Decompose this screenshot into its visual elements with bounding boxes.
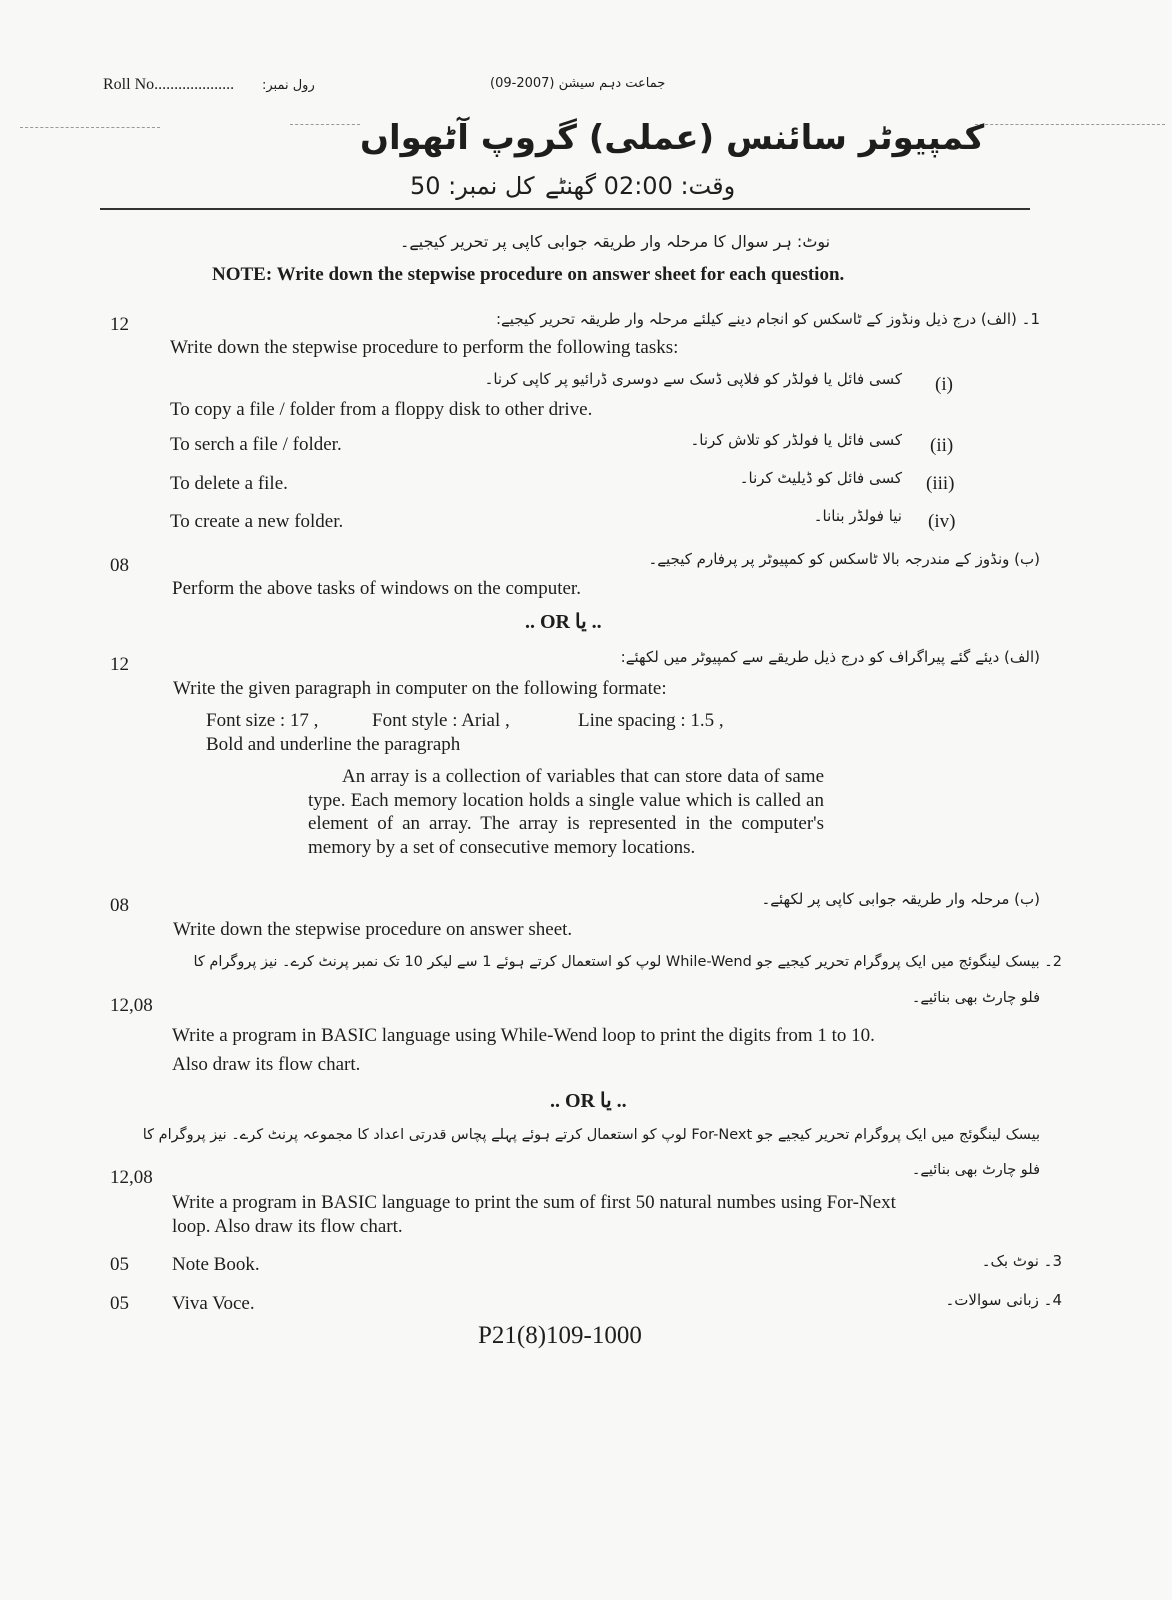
format-bold-underline: Bold and underline the paragraph [206, 734, 461, 755]
task-english: To serch a file / folder. [170, 434, 342, 455]
task-urdu: نیا فولڈر بنانا۔ [813, 507, 902, 525]
divider [975, 124, 1165, 125]
header-rule [100, 208, 1030, 210]
question-english: Write the given paragraph in computer on the following formate: [173, 678, 667, 699]
format-font-size: Font size : 17 , [206, 710, 319, 731]
question-english: Perform the above tasks of windows on the computer. [172, 578, 581, 599]
task-number: (ii) [930, 435, 954, 456]
marks: 05 [110, 1293, 129, 1314]
question-english: Viva Voce. [172, 1293, 255, 1314]
question-english: loop. Also draw its flow chart. [172, 1216, 403, 1237]
question-urdu: (الف) دیئے گئے پیراگراف کو درج ذیل طریقے سے کمپیوٹر میں لکھئے: [620, 648, 1040, 666]
note-english: NOTE: Write down the stepwise procedure on answer sheet for each question. [212, 264, 845, 285]
task-urdu: کسی فائل یا فولڈر کو فلاپی ڈسک سے دوسری ڈرائیو پر کاپی کرنا۔ [484, 370, 902, 388]
time-allowed: وقت: 02:00 گھنٹے [545, 172, 736, 200]
marks: 08 [110, 555, 129, 576]
question-urdu: بیسک لینگوئج میں ایک پروگرام تحریر کیجیے جو For-Next لوپ کو استعمال کرتے ہوئے پہلے پچاس قدرتی اعداد کا مجموعہ پرنٹ کرے۔ نیز پروگرام کا [142, 1127, 1040, 1143]
marks: 12 [110, 314, 129, 335]
roll-no-label: Roll No.................... [103, 76, 235, 93]
marks: 05 [110, 1254, 129, 1275]
task-number: (iii) [926, 473, 955, 494]
task-number: (i) [935, 374, 953, 395]
or-separator: .. OR یا .. [525, 611, 602, 633]
total-marks: کل نمبر: 50 [410, 172, 535, 200]
divider [290, 124, 360, 125]
roll-no-urdu: رول نمبر: [262, 78, 315, 93]
marks: 12,08 [110, 1167, 153, 1188]
format-line-spacing: Line spacing : 1.5 , [578, 710, 724, 731]
question-urdu: فلو چارٹ بھی بنائیے۔ [911, 1162, 1040, 1178]
paragraph-text: An array is a collection of variables that can store data of same type. Each memory location holds a single value which is called an element of an array. The array is represented in the computer's memory by a set of consecutive memory locations. [308, 766, 824, 858]
question-urdu: (ب) ونڈوز کے مندرجہ بالا ٹاسکس کو کمپیوٹر پر پرفارم کیجیے۔ [648, 550, 1040, 568]
paper-title: کمپیوٹر سائنس (عملی) گروپ آٹھواں [360, 118, 985, 158]
task-urdu: کسی فائل کو ڈیلیٹ کرنا۔ [739, 469, 902, 487]
task-english: To create a new folder. [170, 511, 344, 532]
task-english: To delete a file. [170, 473, 288, 494]
question-english: Write a program in BASIC language to print the sum of first 50 natural numbes using For-Next [172, 1192, 896, 1213]
divider [20, 127, 160, 128]
question-urdu: 4۔ زبانی سوالات۔ [945, 1291, 1062, 1309]
question-english: Write down the stepwise procedure on answer sheet. [173, 919, 573, 940]
question-english: Note Book. [172, 1254, 260, 1275]
question-english: Write down the stepwise procedure to perform the following tasks: [170, 337, 679, 358]
marks: 12 [110, 654, 129, 675]
question-urdu: 1۔ (الف) درج ذیل ونڈوز کے ٹاسکس کو انجام دینے کیلئے مرحلہ وار طریقہ تحریر کیجیے: [495, 310, 1040, 328]
question-urdu: 2۔ بیسک لینگوئج میں ایک پروگرام تحریر کیجیے جو While-Wend لوپ کو استعمال کرتے ہوئے 1 سے لیکر 10 تک نمبر پرنٹ کرے۔ نیز پروگرام کا [193, 954, 1062, 970]
task-english: To copy a file / folder from a floppy disk to other drive. [170, 399, 593, 420]
class-session: جماعت دہم سیشن (2007-09) [490, 76, 666, 91]
format-font-style: Font style : Arial , [372, 710, 510, 731]
question-english: Write a program in BASIC language using While-Wend loop to print the digits from 1 to 10. [172, 1025, 875, 1046]
task-urdu: کسی فائل یا فولڈر کو تلاش کرنا۔ [690, 431, 902, 449]
task-number: (iv) [928, 511, 956, 532]
sample-paragraph [308, 765, 824, 859]
or-separator: .. OR یا .. [550, 1090, 627, 1112]
marks: 08 [110, 895, 129, 916]
question-english: Also draw its flow chart. [172, 1054, 361, 1075]
note-urdu: نوٹ: ہر سوال کا مرحلہ وار طریقہ جوابی کاپی پر تحریر کیجیے۔ [400, 232, 831, 251]
question-urdu: 3۔ نوٹ بک۔ [981, 1252, 1062, 1270]
paper-code: P21(8)109-1000 [478, 1322, 642, 1349]
marks: 12,08 [110, 995, 153, 1016]
question-urdu: فلو چارٹ بھی بنائیے۔ [911, 990, 1040, 1006]
question-urdu: (ب) مرحلہ وار طریقہ جوابی کاپی پر لکھئے۔ [761, 890, 1040, 908]
